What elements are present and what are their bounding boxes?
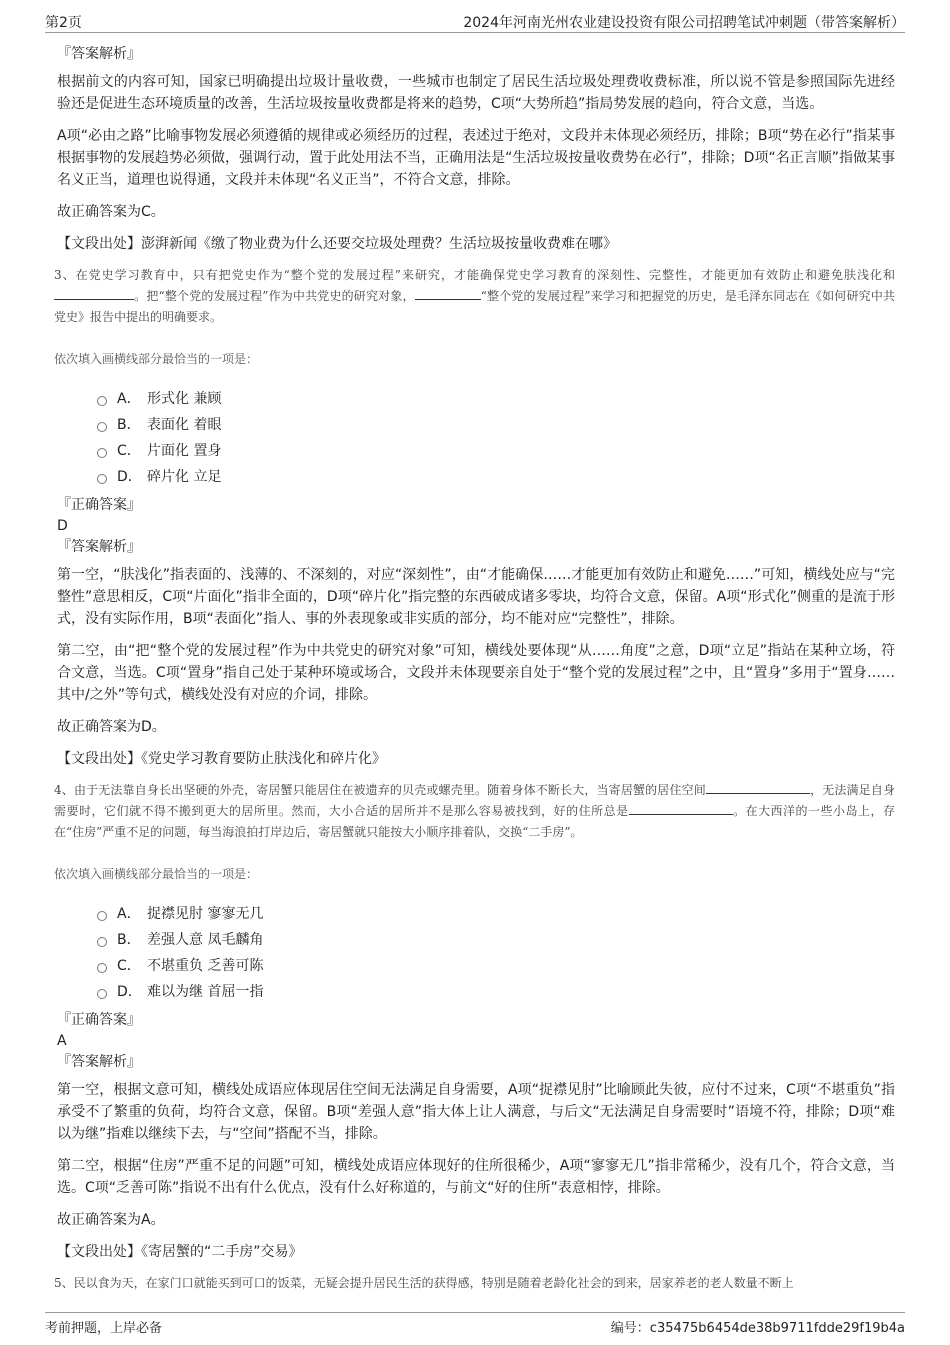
q3-stem: 3、在党史学习教育中，只有把党史作为“整个党的发展过程”来研究，才能确保党史学习教育的深刻性、完整性，才能更加有效防止和避免肤浅化和。把“整个党的发展过程”作为中共党史的研究对象， “整个党的发展过程”来学习和把握党的历史，是毛泽东同志在《如何研究中共党史》报告中提出的明确要求。 [54, 268, 895, 324]
radio-icon[interactable] [97, 422, 107, 432]
q2-analysis-tag: 『答案解析』 [57, 46, 141, 62]
q4-hint: 依次填入画横线部分最恰当的一项是： [54, 867, 259, 881]
radio-icon[interactable] [97, 396, 107, 406]
q3-analysis-tag: 『答案解析』 [57, 539, 141, 555]
document-title: 2024年河南光州农业建设投资有限公司招聘笔试冲刺题（带答案解析） [463, 15, 905, 31]
q3-final-answer: 故正确答案为D。 [57, 719, 166, 735]
q4-options [97, 900, 895, 1004]
q4-analysis-para-1: 第一空，根据文意可知，横线处成语应体现居住空间无法满足自身需要，A项“捉襟见肘”比喻顾此失彼，应付不过来，C项“不堪重负”指承受不了繁重的负荷，均符合文意，保留。B项“差强人意”指大体上让人满意，与后文“无法满足自身需要时”语境不符，排除；D项“难以为继”指难以继续下去，与“空间”搭配不当，排除。 [57, 1082, 895, 1142]
q3-answer: D [57, 518, 68, 534]
q2-analysis-para-1: 根据前文的内容可知，国家已明确提出垃圾计量收费，一些城市也制定了居民生活垃圾处理费收费标准，所以说不管是参照国际先进经验还是促进生态环境质量的改善，生活垃圾按量收费都是将来的趋势，C项“大势所趋”指局势发展的趋向，符合文意，当选。 [57, 74, 895, 112]
radio-icon[interactable] [97, 448, 107, 458]
q4-stem: 4、由于无法靠自身长出坚硬的外壳，寄居蟹只能居住在被遗弃的贝壳或螺壳里。随着身体不断长大，当寄居蟹的居住空间 ，无法满足自身需要时，它们就不得不搬到更大的居所里。然而，大小合适的居所并不是那么容易被找到，好的住所总是 。在大西洋的一些小岛上，存在“住房”严重不足的问题，每当海浪拍打岸边后，寄居蟹就只能按大小顺序排着队，交换“二手房”。 [54, 783, 895, 839]
q4-final-answer: 故正确答案为A。 [57, 1212, 165, 1228]
q4-option-c[interactable]: C． 不堪重负 乏善可陈 [97, 952, 895, 978]
footer-slogan: 考前押题，上岸必备 [45, 1321, 163, 1336]
q4-answer: A [57, 1033, 67, 1049]
q3-option-c[interactable]: C． 片面化 置身 [97, 437, 895, 463]
q3-options [97, 385, 895, 489]
page-header [45, 10, 905, 33]
radio-icon[interactable] [97, 963, 107, 973]
radio-icon[interactable] [97, 989, 107, 999]
q3-blank-2 [415, 287, 481, 300]
radio-icon[interactable] [97, 937, 107, 947]
q3-option-a[interactable]: A． 形式化 兼顾 [97, 385, 895, 411]
q3-analysis-para-2: 第二空，由“把“整个党的发展过程”作为中共党史的研究对象”可知，横线处要体现“从……角度”之意，D项“立足”指站在某种立场，符合文意，当选。C项“置身”指自己处于某种环境或场合，文段并未体现要亲自处于“整个党的发展过程”之中，且“置身”多用于“置身……其中/之外”等句式，横线处没有对应的介词，排除。 [57, 643, 895, 703]
q4-option-b[interactable]: B． 差强人意 凤毛麟角 [97, 926, 895, 952]
q4-analysis-para-2: 第二空，根据“住房”严重不足的问题”可知，横线处成语应体现好的住所很稀少，A项“寥寥无几”指非常稀少，没有几个，符合文意，当选。C项“乏善可陈”指说不出有什么优点，没有什么好称道的，与前文“好的住所”表意相悖，排除。 [57, 1158, 895, 1196]
radio-icon[interactable] [97, 911, 107, 921]
q4-option-a[interactable]: A． 捉襟见肘 寥寥无几 [97, 900, 895, 926]
radio-icon[interactable] [97, 474, 107, 484]
q4-source: 【文段出处】《寄居蟹的“二手房”交易》 [57, 1244, 303, 1260]
page-content [54, 44, 895, 1294]
q5-stem: 5、民以食为天，在家门口就能买到可口的饭菜，无疑会提升居民生活的获得感，特别是随着老龄化社会的到来，居家养老的老人数量不断上 [54, 1276, 794, 1290]
q3-hint: 依次填入画横线部分最恰当的一项是： [54, 352, 259, 366]
q4-option-d[interactable]: D． 难以为继 首屈一指 [97, 978, 895, 1004]
q4-analysis-tag: 『答案解析』 [57, 1054, 141, 1070]
footer-code: 编号：c35475b6454de38b9711fdde29f19b4a [610, 1321, 905, 1336]
q3-option-b[interactable]: B． 表面化 着眼 [97, 411, 895, 437]
q4-blank-2 [629, 802, 733, 815]
page-number: 第2页 [45, 15, 82, 31]
q3-option-d[interactable]: D． 碎片化 立足 [97, 463, 895, 489]
q3-answer-tag: 『正确答案』 [57, 497, 141, 513]
page-footer [45, 1312, 905, 1336]
q4-answer-tag: 『正确答案』 [57, 1012, 141, 1028]
q2-final-answer: 故正确答案为C。 [57, 204, 165, 220]
q2-analysis-para-2: A项“必由之路”比喻事物发展必须遵循的规律或必须经历的过程，表述过于绝对，文段并未体现必须经历，排除；B项“势在必行”指某事根据事物的发展趋势必须做，强调行动，置于此处用法不当，正确用法是“生活垃圾按量收费势在必行”，排除；D项“名正言顺”指做某事名义正当，道理也说得通，文段并未体现“名义正当”，不符合文意，排除。 [57, 128, 895, 188]
q3-source: 【文段出处】《党史学习教育要防止肤浅化和碎片化》 [57, 751, 386, 767]
q4-blank-1 [706, 781, 810, 794]
q3-analysis-para-1: 第一空，“肤浅化”指表面的、浅薄的、不深刻的，对应“深刻性”，由“才能确保……才能更加有效防止和避免……”可知，横线处应与“完整性”意思相反，C项“片面化”指非全面的，D项“碎片化”指完整的东西破成诸多零块，均符合文意，保留。A项“形式化”侧重的是流于形式，没有实际作用，B项“表面化”指人、事的外表现象或非实质的部分，均不能对应“完整性”，排除。 [57, 567, 895, 627]
q3-blank-1 [54, 287, 134, 300]
q2-source: 【文段出处】澎湃新闻《缴了物业费为什么还要交垃圾处理费？生活垃圾按量收费难在哪》 [57, 236, 617, 252]
